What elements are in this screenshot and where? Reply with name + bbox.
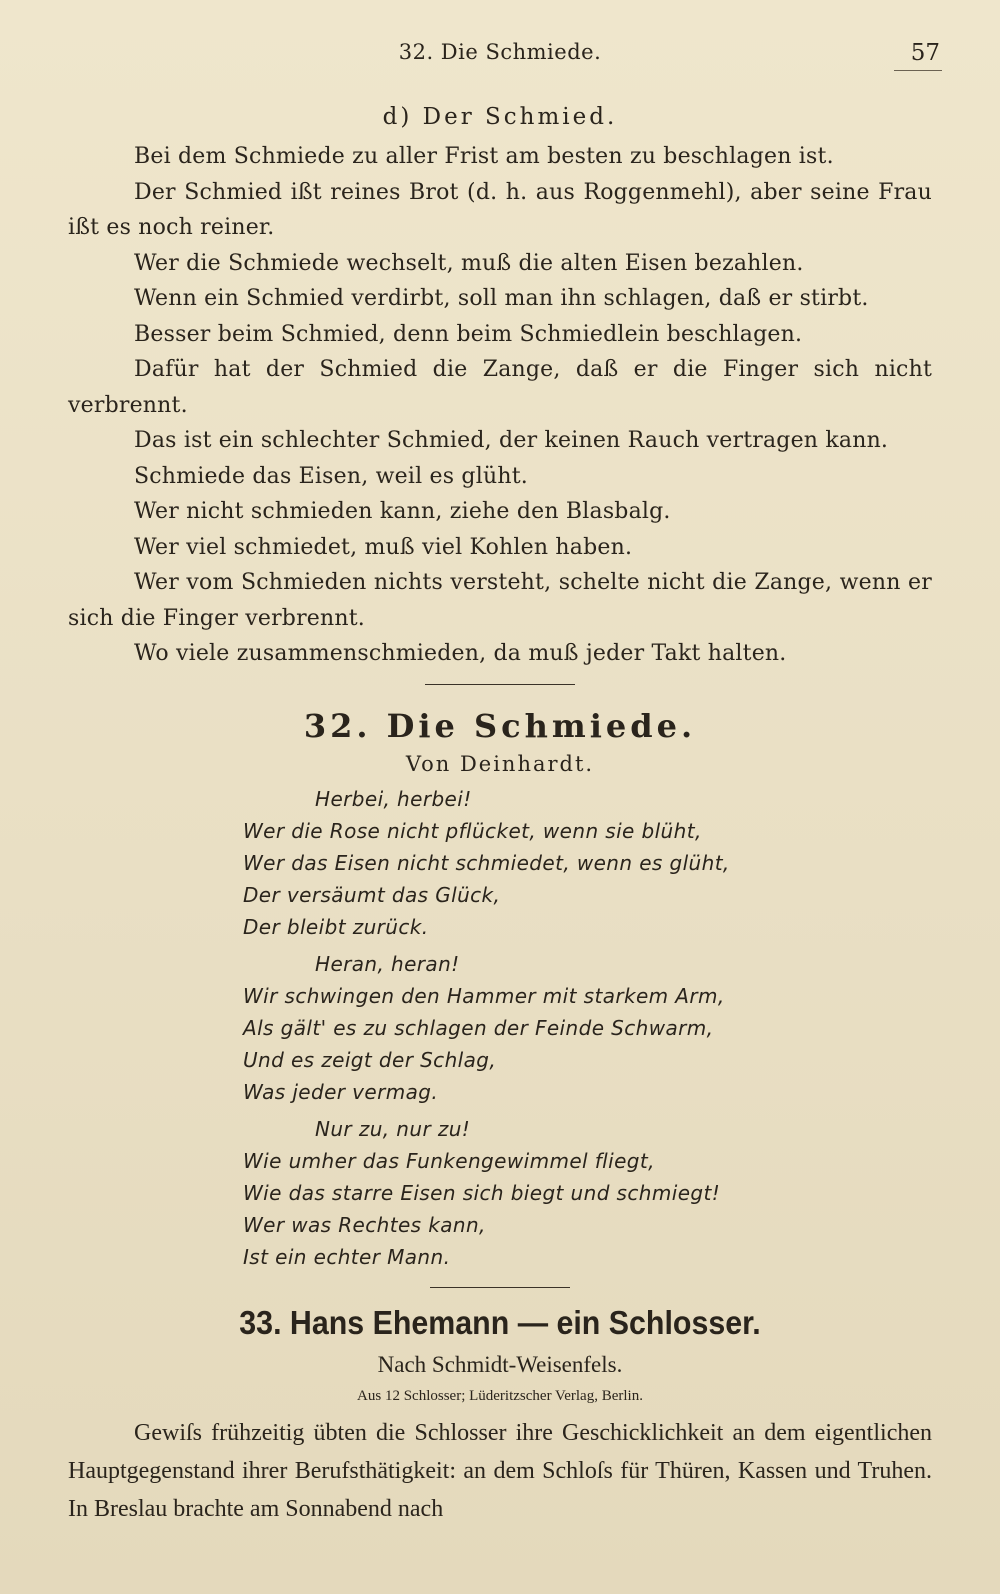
poem-line: Der bleibt zurück. <box>243 914 429 939</box>
poem-line: Wie das starre Eisen sich biegt und schmiegt! <box>243 1180 721 1205</box>
poem-line: Wer was Rechtes kann, <box>243 1212 486 1237</box>
proverb: Wer viel schmiedet, muß viel Kohlen haben. <box>134 534 633 560</box>
proverb: Wer vom Schmieden nichts versteht, schelte nicht die Zange, wenn er sich die Finger verbrennt. <box>68 570 932 631</box>
reference-line: Aus 12 Schlosser; Lüderitzscher Verlag, Berlin. <box>357 1387 643 1404</box>
section-divider <box>430 1287 570 1288</box>
poem-stanza <box>243 1113 932 1273</box>
proverb: Dafür hat der Schmied die Zange, daß er die Finger sich nicht verbrennt. <box>68 357 932 418</box>
proverb: Wer nicht schmieden kann, ziehe den Blasbalg. <box>134 499 671 524</box>
proverb: Wer die Schmiede wechselt, muß die alten Eisen bezahlen. <box>134 250 804 276</box>
subsection-heading: d) Der Schmied. <box>382 104 618 130</box>
proverb: Bei dem Schmiede zu aller Frist am besten zu beschlagen ist. <box>134 144 834 169</box>
poem-line: Als gält' es zu schlagen der Feinde Schwarm, <box>243 1015 714 1040</box>
poem-line: Nur zu, nur zu! <box>315 1116 471 1141</box>
header-rule <box>894 70 942 71</box>
proverb: Der Schmied ißt reines Brot (d. h. aus Roggenmehl), aber seine Frau ißt es noch reiner. <box>68 179 932 240</box>
running-title: 32. Die Schmiede. <box>398 40 602 64</box>
proverb: Wo viele zusammenschmieden, da muß jeder Takt halten. <box>134 641 787 666</box>
poem-line: Wir schwingen den Hammer mit starkem Arm, <box>243 983 725 1008</box>
running-head <box>0 40 1000 80</box>
poem-line: Wer das Eisen nicht schmiedet, wenn es glüht, <box>243 850 730 875</box>
page-number: 57 <box>910 40 940 66</box>
proverb: Besser beim Schmied, denn beim Schmiedlein beschlagen. <box>134 321 803 347</box>
source-line: Nach Schmidt-Weisenfels. <box>377 1351 623 1377</box>
poem-line: Heran, heran! <box>315 951 460 976</box>
poem-line: Wie umher das Funkengewimmel fliegt, <box>243 1148 655 1173</box>
poem-line: Der versäumt das Glück, <box>243 882 501 907</box>
section-divider <box>425 684 575 685</box>
poem-line: Herbei, herbei! <box>315 786 472 811</box>
page-content <box>68 97 932 1552</box>
poem <box>243 783 932 1273</box>
poem-line: Was jeder vermag. <box>243 1079 439 1104</box>
section-32-title: 32. Die Schmiede. <box>303 706 697 745</box>
proverb: Das ist ein schlechter Schmied, der keinen Rauch vertragen kann. <box>134 428 889 453</box>
poem-line: Ist ein echter Mann. <box>243 1244 451 1269</box>
poem-line: Und es zeigt der Schlag, <box>243 1047 497 1072</box>
proverb: Wenn ein Schmied verdirbt, soll man ihn schlagen, daß er stirbt. <box>134 286 869 311</box>
poem-stanza <box>243 948 932 1108</box>
poem-stanza <box>243 783 932 943</box>
poem-line: Wer die Rose nicht pflücket, wenn sie blüht, <box>243 818 702 843</box>
body-paragraph: Gewiſs frühzeitig übten die Schlosser ihre Geschicklichkeit an dem eigentlichen Hauptgegenstand ihrer Berufsthätigkeit: an dem Schloſs für Thüren, Kassen und Truhen. In Breslau brachte am Sonnabend nach <box>68 1419 932 1522</box>
poem-author: Von Deinhardt. <box>405 751 595 776</box>
proverb-list <box>68 139 932 672</box>
section-33-title: 33. Hans Ehemann — ein Schlosser. <box>239 1303 761 1341</box>
proverb: Schmiede das Eisen, weil es glüht. <box>134 463 528 489</box>
